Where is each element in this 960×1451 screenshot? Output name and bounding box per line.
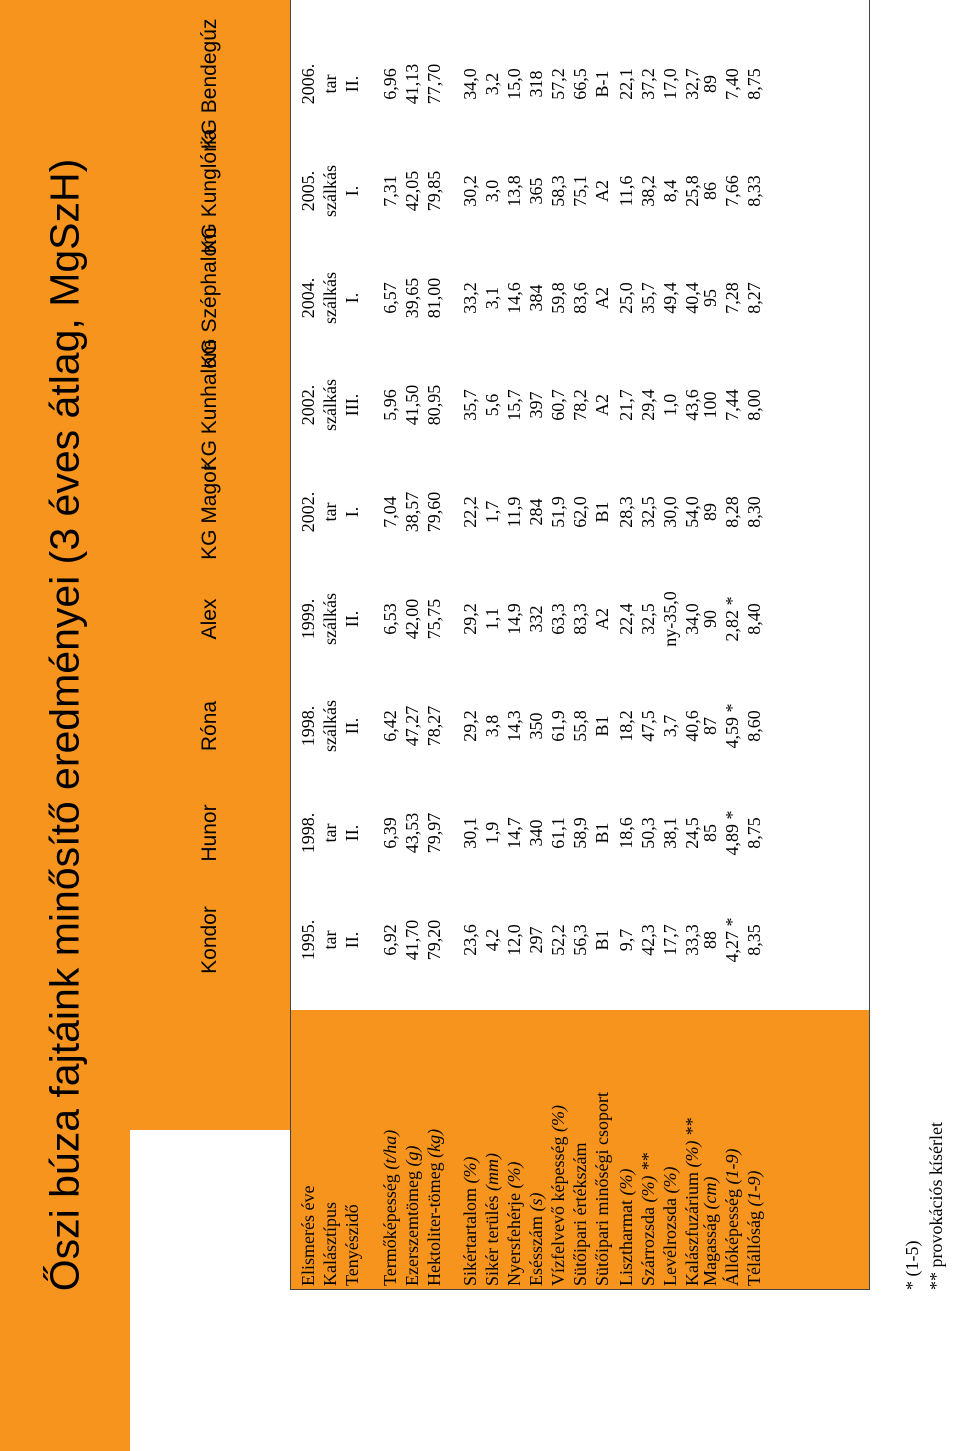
table-row [722,0,742,1290]
table-cell: 1,1 [482,607,502,631]
row-unit: (cm) [700,1176,720,1210]
row-label-text: Termőképesség [380,1174,400,1286]
table-cell: 7,66 [722,175,742,207]
table-cell: 35,7 [638,282,658,314]
table-cell: 24,5 [682,817,702,849]
table-cell: 6,42 [380,710,400,742]
table-cell: 17,7 [660,924,680,956]
table-cell: 61,9 [548,710,568,742]
table-cell: 3,0 [482,179,502,203]
table-cell: 88 [700,931,720,949]
table-cell: 49,4 [660,282,680,314]
table-cell: 33,2 [460,282,480,314]
table-cell: 85 [700,824,720,842]
table-cell: 28,3 [616,496,636,528]
table-row [526,0,546,1290]
row-label [682,1118,702,1286]
table-cell: 4,27 * [722,917,742,963]
table-cell: 1,9 [482,821,502,845]
table-cell: 59,8 [548,282,568,314]
table-cell: 41,13 [402,63,422,105]
table-cell: B-1 [592,70,612,98]
table-cell: 2005. [298,170,318,212]
table-cell: 42,05 [402,170,422,212]
row-label [320,1202,340,1286]
table-cell: 34,0 [682,603,702,635]
variety-name: KG Kunglória [198,128,221,254]
table-row [682,0,702,1290]
table-cell: 57,2 [548,68,568,100]
row-label-text: Télállóság [744,1211,764,1286]
row-unit: (1-9) [744,1170,764,1207]
table-cell: 78,2 [570,389,590,421]
table-cell: 7,44 [722,389,742,421]
row-label [504,1162,524,1286]
variety-name: Hunor [198,804,221,862]
table-cell: 12,0 [504,924,524,956]
table-cell: 58,9 [570,817,590,849]
row-label-text: Tenyészidő [342,1204,362,1286]
table-cell: II. [342,931,362,949]
table-cell: 30,2 [460,175,480,207]
row-label-text: Szárrozsda [638,1207,658,1286]
table-cell: 6,39 [380,817,400,849]
table-cell: 1998. [298,812,318,854]
table-cell: 3,7 [660,714,680,738]
table-cell: 32,5 [638,603,658,635]
table-cell: 87 [700,717,720,735]
table-cell: 75,1 [570,175,590,207]
table-cell: 41,50 [402,384,422,426]
table-cell: 14,3 [504,710,524,742]
table-cell: 54,0 [682,496,702,528]
table-cell: tar [320,930,340,950]
table-cell: 86 [700,182,720,200]
table-cell: III. [342,393,362,417]
table-cell: 55,8 [570,710,590,742]
page-title: Őszi búza fajtáink minősítő eredményei (3 éves átlag, MgSzH) [41,158,88,1292]
row-label-text: Kalásztípus [320,1202,340,1286]
table-cell: 58,3 [548,175,568,207]
table-cell: 60,7 [548,389,568,421]
row-label [482,1153,502,1286]
table-row [460,0,480,1290]
table-cell: 83,3 [570,603,590,635]
table-cell: 4,59 * [722,703,742,749]
table-cell: 37,2 [638,68,658,100]
table-cell: 1,0 [660,393,680,417]
table-cell: 7,40 [722,68,742,100]
table-cell: 22,1 [616,68,636,100]
table-cell: 32,7 [682,68,702,100]
row-label-text: Állóképesség [722,1189,742,1286]
table-cell: ny-35,0 [660,591,680,647]
table-cell: 41,70 [402,919,422,961]
row-label [298,1186,318,1286]
row-label [660,1167,680,1286]
table-cell: 284 [526,498,546,526]
table-cell: B1 [592,929,612,951]
table-cell: 7,04 [380,496,400,528]
table-cell: 51,9 [548,496,568,528]
table-cell: 90 [700,610,720,628]
table-cell: 3,1 [482,286,502,310]
table-cell: I. [342,185,362,197]
table-cell: 1999. [298,598,318,640]
footnote-2: ** provokációs kísérlet [926,1122,946,1290]
variety-name: KG Magor [198,464,221,560]
table-cell: I. [342,506,362,518]
table-cell: szálkás [320,700,340,752]
table-cell: 7,28 [722,282,742,314]
table-cell: 2,82 * [722,596,742,642]
row-unit: (kg) [424,1128,444,1158]
table-cell: 6,92 [380,924,400,956]
table-cell: 14,9 [504,603,524,635]
table-cell: 8,75 [744,68,764,100]
table-row [592,0,612,1290]
table-cell: 340 [526,819,546,847]
row-label-text: Sikér terülés [482,1195,502,1286]
footnote-1: * (1-5) [902,1240,922,1290]
row-label-text: Hektoliter-tömeg [424,1162,444,1286]
row-unit: (g) [402,1145,422,1167]
table-cell: tar [320,74,340,94]
table-row [700,0,720,1290]
table-cell: 89 [700,75,720,93]
table-cell: 8,33 [744,175,764,207]
table-cell: B1 [592,501,612,523]
row-unit: (%) [660,1166,680,1194]
table-cell: 8,35 [744,924,764,956]
title-strip [0,0,130,1451]
row-label-text: Levélrozsda [660,1198,680,1286]
table-cell: 22,2 [460,496,480,528]
table-cell: 38,57 [402,491,422,533]
row-label [638,1153,658,1286]
table-cell: 14,7 [504,817,524,849]
variety-name: KG Kunhalom [198,339,221,471]
table-cell: 83,6 [570,282,590,314]
table-row [424,0,444,1290]
table-cell: 8,00 [744,389,764,421]
table-cell: 11,6 [616,175,636,207]
table-cell: A2 [592,394,612,416]
table-row [298,0,318,1290]
table-row [660,0,680,1290]
variety-name: KG Bendegúz [198,18,221,150]
row-label [460,1157,480,1286]
table-cell: 4,89 * [722,810,742,856]
table-cell: szálkás [320,593,340,645]
variety-name: KG Széphalom [198,227,221,369]
table-cell: 8,40 [744,603,764,635]
row-label [722,1149,742,1286]
row-unit: (t/ha) [380,1129,400,1170]
table-cell: 47,5 [638,710,658,742]
table-cell: 6,57 [380,282,400,314]
table-cell: 34,0 [460,68,480,100]
table-cell: B1 [592,822,612,844]
table-cell: 14,6 [504,282,524,314]
table-cell: 350 [526,712,546,740]
row-label [424,1129,444,1286]
row-label [616,1169,636,1286]
table-cell: 8,27 [744,282,764,314]
table-cell: 365 [526,177,546,205]
row-label-text: Magasság [700,1214,720,1286]
table-cell: 40,6 [682,710,702,742]
rotated-table-area [130,0,960,1290]
table-cell: 75,75 [424,598,444,640]
table-cell: 47,27 [402,705,422,747]
table-cell: 25,0 [616,282,636,314]
row-unit: (%) [616,1168,636,1196]
table-cell: szálkás [320,379,340,431]
table-cell: 1995. [298,919,318,961]
row-label [592,1092,612,1286]
table-cell: tar [320,502,340,522]
row-unit: (%) [548,1105,568,1133]
table-cell: II. [342,717,362,735]
row-unit: (%) ** [682,1118,702,1168]
table-cell: 38,1 [660,817,680,849]
table-row [744,0,764,1290]
table-cell: 6,96 [380,68,400,100]
table-row [380,0,400,1290]
row-label [548,1105,568,1286]
table-row [342,0,362,1290]
table-cell: 18,2 [616,710,636,742]
table-cell: 15,7 [504,389,524,421]
row-unit: (%) [504,1161,524,1189]
table-cell: 30,0 [660,496,680,528]
table-cell: 42,3 [638,924,658,956]
table-cell: 89 [700,503,720,521]
table-cell: 3,8 [482,714,502,738]
row-label [744,1171,764,1286]
table-cell: A2 [592,287,612,309]
row-unit: (%) ** [638,1153,658,1203]
row-label [380,1130,400,1286]
table-cell: 5,96 [380,389,400,421]
variety-name: Alex [198,598,221,640]
table-cell: 79,97 [424,812,444,854]
table-row [548,0,568,1290]
row-label-text: Kalászfuzárium [682,1172,702,1286]
table-cell: 33,3 [682,924,702,956]
row-unit: (%) [460,1156,480,1184]
table-cell: 8,75 [744,817,764,849]
row-label-text: Lisztharmat [616,1200,636,1286]
row-label-text: Sütőipari minőségi csoport [592,1092,612,1286]
row-label [570,1143,590,1286]
table-cell: 7,31 [380,175,400,207]
variety-name: Kondor [198,906,221,974]
table-cell: 11,9 [504,496,524,528]
table-cell: 8,4 [660,179,680,203]
table-cell: 22,4 [616,603,636,635]
table-cell: 2006. [298,63,318,105]
table-cell: 62,0 [570,496,590,528]
table-cell: 8,60 [744,710,764,742]
table-cell: 2002. [298,491,318,533]
table-cell: 30,1 [460,817,480,849]
table-cell: 23,6 [460,924,480,956]
table-cell: 21,7 [616,389,636,421]
table-cell: II. [342,824,362,842]
table-cell: 29,2 [460,710,480,742]
table-cell: II. [342,610,362,628]
table-cell: 43,6 [682,389,702,421]
table-cell: 1,7 [482,500,502,524]
table-row [570,0,590,1290]
table-cell: 1998. [298,705,318,747]
table-cell: 35,7 [460,389,480,421]
table-cell: 50,3 [638,817,658,849]
table-cell: 43,53 [402,812,422,854]
table-cell: szálkás [320,165,340,217]
table-cell: 52,2 [548,924,568,956]
table-cell: 17,0 [660,68,680,100]
table-cell: I. [342,292,362,304]
row-label [402,1146,422,1286]
table-cell: tar [320,823,340,843]
table-cell: 13,8 [504,175,524,207]
row-label-text: Vízfelvevő képesség [548,1136,568,1286]
row-label-text: Elismerés éve [298,1185,318,1286]
table-cell: 8,28 [722,496,742,528]
table-cell: 2002. [298,384,318,426]
table-cell: 6,53 [380,603,400,635]
table-cell: 78,27 [424,705,444,747]
row-label [526,1193,546,1286]
table-cell: A2 [592,608,612,630]
row-unit: (s) [526,1192,546,1212]
variety-name: Róna [198,700,221,752]
table-cell: 297 [526,926,546,954]
row-label-text: Sütőipari értékszám [570,1142,590,1286]
table-cell: 318 [526,70,546,98]
row-unit: (1-9) [722,1148,742,1185]
table-cell: 63,3 [548,603,568,635]
row-label-text: Nyersfehérje [504,1193,524,1286]
table-cell: 3,2 [482,72,502,96]
table-cell: 2004. [298,277,318,319]
variety-header-band [130,0,290,1130]
table-cell: 15,0 [504,68,524,100]
table-row [638,0,658,1290]
row-label-text: Esésszám [526,1216,546,1286]
table-row [482,0,502,1290]
table-cell: 25,8 [682,175,702,207]
table-cell: 5,6 [482,393,502,417]
table-cell: 39,65 [402,277,422,319]
table-cell: 397 [526,391,546,419]
table-cell: 332 [526,605,546,633]
table-cell: 79,60 [424,491,444,533]
table-cell: 79,20 [424,919,444,961]
row-unit: (mm) [482,1153,502,1192]
table-row [504,0,524,1290]
table-cell: 9,7 [616,928,636,952]
table-cell: 95 [700,289,720,307]
table-cell: 4,2 [482,928,502,952]
table-cell: 29,4 [638,389,658,421]
table-cell: 56,3 [570,924,590,956]
table-cell: 38,2 [638,175,658,207]
table-cell: 77,70 [424,63,444,105]
table-cell: 29,2 [460,603,480,635]
table-cell: 80,95 [424,384,444,426]
table-cell: 81,00 [424,277,444,319]
table-cell: 384 [526,284,546,312]
table-cell: 66,5 [570,68,590,100]
row-label [700,1177,720,1286]
row-label [342,1204,362,1286]
table-row [402,0,422,1290]
table-cell: 8,30 [744,496,764,528]
table-cell: B1 [592,715,612,737]
table-cell: A2 [592,180,612,202]
table-cell: szálkás [320,272,340,324]
table-cell: 40,4 [682,282,702,314]
table-cell: II. [342,75,362,93]
table-row [616,0,636,1290]
table-cell: 61,1 [548,817,568,849]
row-label-text: Ezerszemtömeg [402,1171,422,1286]
table-row [320,0,340,1290]
table-cell: 42,00 [402,598,422,640]
table-cell: 18,6 [616,817,636,849]
table-cell: 79,85 [424,170,444,212]
table-cell: 100 [700,391,720,419]
table-cell: 32,5 [638,496,658,528]
row-label-text: Sikértartalom [460,1188,480,1286]
